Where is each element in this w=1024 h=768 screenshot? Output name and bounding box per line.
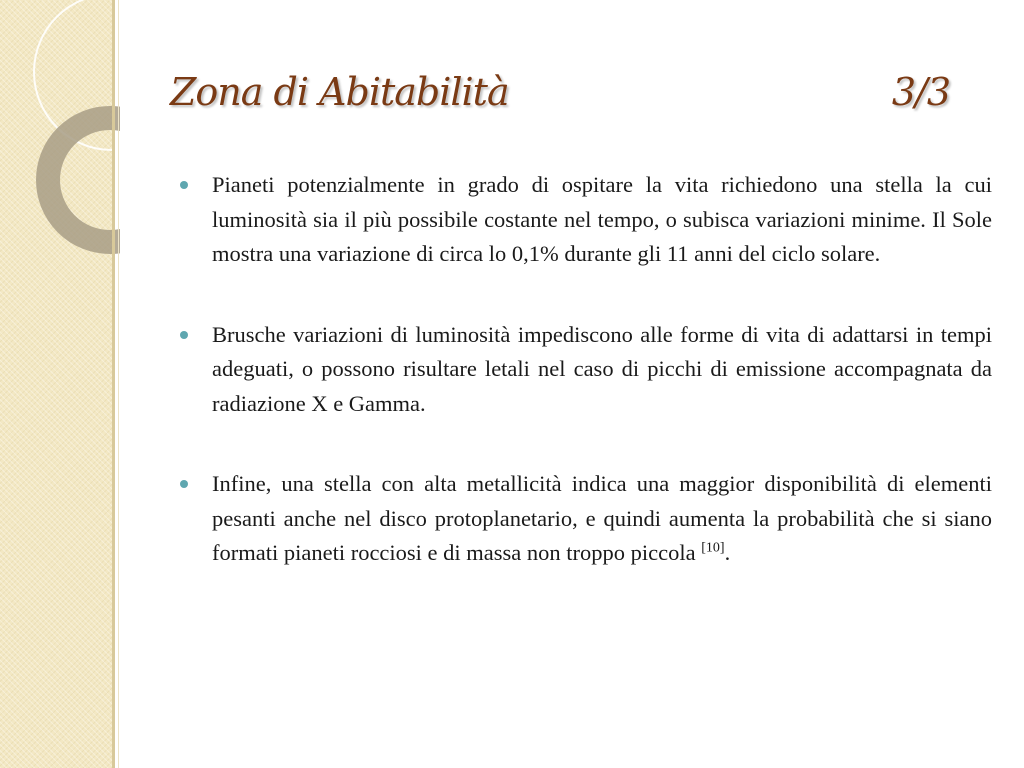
side-divider-line — [112, 0, 115, 768]
bullet-item — [180, 168, 992, 272]
slide-page-number: 3/3 — [891, 70, 950, 114]
slide-header — [170, 70, 960, 130]
bullet-text: Brusche variazioni di luminosità impediscono alle forme di vita di adattarsi in tempi adeguati, o possono risultare letali nel caso di picchi di emissione accompagnata da radiazione X e Gamma. — [212, 321, 992, 416]
bullet-marker — [180, 480, 188, 488]
decorative-circles-graphic — [0, 0, 120, 260]
bullet-item — [180, 467, 992, 571]
citation-reference: [10] — [701, 540, 725, 556]
bullet-text: Infine, una stella con alta metallicità indica una maggior disponibilità di elementi pesanti anche nel disco protoplanetario, e quindi aumenta la probabilità che si siano formati pianeti rocciosi e di massa non troppo piccola — [212, 471, 992, 565]
bullet-marker — [180, 331, 188, 339]
bullet-text-end: . — [724, 540, 731, 565]
bullet-item — [180, 318, 992, 422]
bullet-marker — [180, 181, 188, 189]
bullet-text: Pianeti potenzialmente in grado di ospitare la vita richiedono una stella la cui luminosità sia il più possibile costante nel tempo, o subisca variazioni minime. Il Sole mostra una variazione di circa lo 0,1% durante gli 11 anni del ciclo solare. — [212, 172, 992, 266]
side-divider-line-thin — [118, 0, 119, 768]
bullet-list — [180, 168, 992, 617]
bullet-text-container — [212, 467, 992, 571]
slide-title: Zona di Abitabilità — [170, 70, 509, 114]
